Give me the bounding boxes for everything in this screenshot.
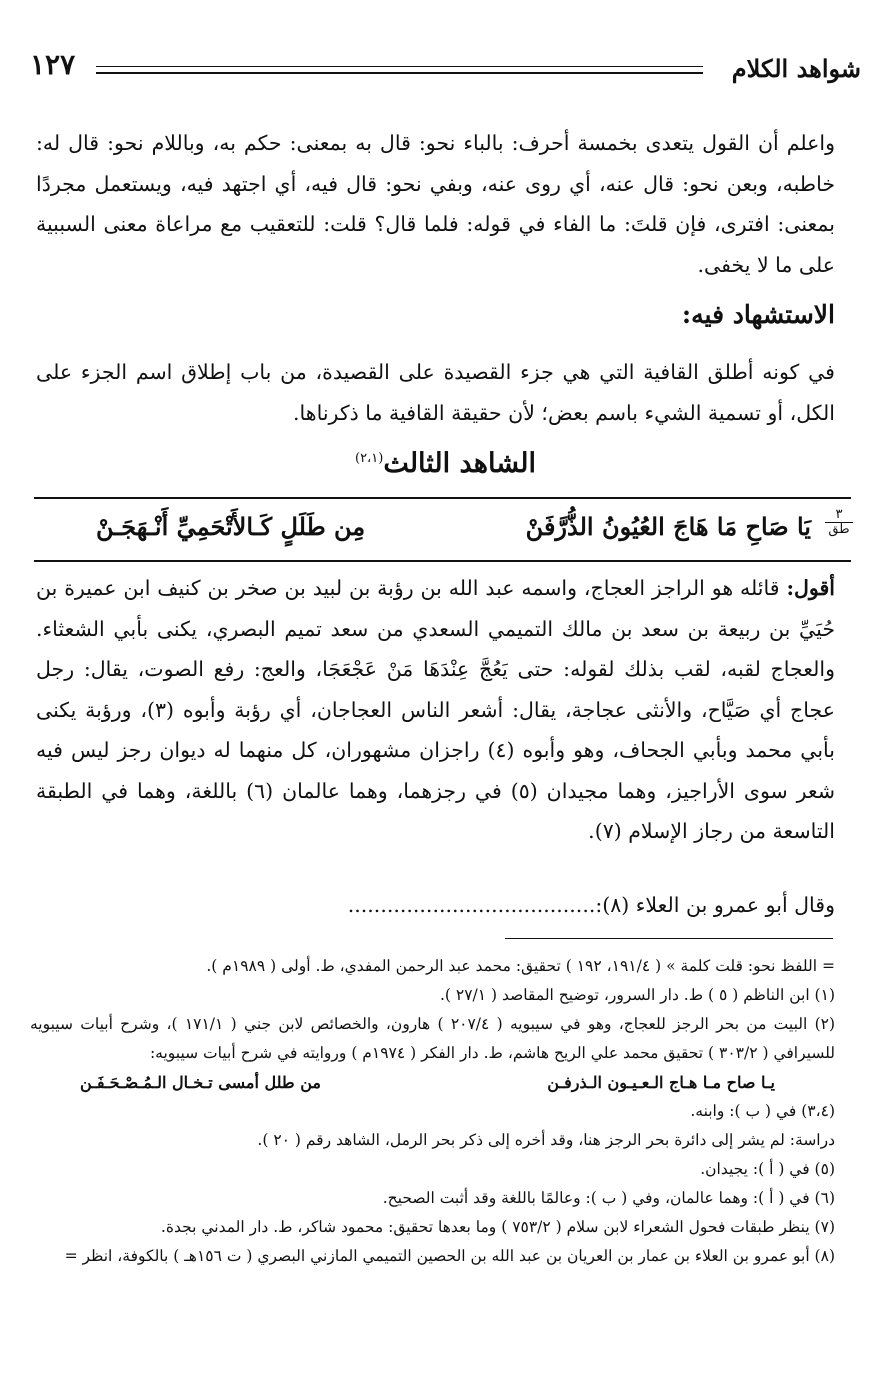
footnote-separator bbox=[505, 938, 833, 939]
footnote-verse-first: يـا صاح مـا هـاج الـعـيـون الـذرفـن bbox=[547, 1073, 775, 1092]
footnote-study: دراسة: لم يشر إلى دائرة بحر الرجز هنا، وقد أخره إلى ذكر بحر الرمل، الشاهد رقم ( ٢٠ ). bbox=[257, 1131, 835, 1149]
verse-meter-label: طق bbox=[828, 522, 850, 537]
footnote-6: (٦) في ( أ ): وهما عالمان، وفي ( ب ): وعالمًا باللغة وقد أثبت الصحيح. bbox=[382, 1189, 835, 1207]
running-title: شواهد الكلام bbox=[731, 54, 861, 83]
paragraph-istishhad: في كونه أطلق القافية التي هي جزء القصيدة على القصيدة، من باب إطلاق اسم الجزء على الكل، أو تسمية الشيء باسم بعض؛ لأن حقيقة القافية ما ذكرناها. bbox=[36, 360, 835, 425]
footnote-2: (٢) البيت من بحر الرجز للعجاج، وهو في سيبويه ( ٢٠٧/٤ ) هارون، والخصائص لابن جني ( ١٧١/١ )، وشرح أبيات سيبويه للسيرافي ( ٣٠٣/٢ ) تحقيق محمد علي الريح هاشم، ط. دار الفكر ( ١٩٧٤م ) وروايته في شرح أبيات سيبويه: bbox=[30, 1015, 836, 1062]
paragraph-aqul bbox=[36, 568, 835, 852]
verse-top-rule bbox=[34, 497, 851, 499]
footnote-3-4: (٣،٤) في ( ب ): وابنه. bbox=[690, 1102, 835, 1120]
header-rule bbox=[96, 66, 703, 74]
paragraph-qawl: واعلم أن القول يتعدى بخمسة أحرف: بالباء نحو: قال به بمعنى: حكم به، وباللام نحو: قال له: خاطبه، وبعن نحو: قال عنه، أي روى عنه، وبفي نحو: قال فيه، أي اجتهد فيه، ويستعمل مجردًا بمعنى: افترى، فإن قلتَ: ما الفاء في قوله: فلما قال؟ قلت: للتعقيب مع مراعاة معنى السببية على ما لا يخفى. bbox=[36, 131, 835, 277]
shahid-title-footnote-ref: (٢،١) bbox=[354, 451, 384, 466]
footnote-7: (٧) ينظر طبقات فحول الشعراء لابن سلام ( ٧٥٣/٢ ) وما بعدها تحقيق: محمود شاكر، ط. دار المدني بجدة. bbox=[160, 1218, 835, 1236]
verse-number bbox=[825, 508, 853, 537]
aqul-lead: أقول: bbox=[786, 576, 835, 600]
footnote-1: (١) ابن الناظم ( ٥ ) ط. دار السرور، توضيح المقاصد ( ٢٧/١ ). bbox=[439, 986, 835, 1004]
footnote-5: (٥) في ( أ ): يجيدان. bbox=[700, 1160, 835, 1178]
footnote-8: (٨) أبو عمرو بن العلاء بن عمار بن العريان بن عبد الله بن الحصين التميمي المازني البصري ( ت ١٥٦هـ ) بالكوفة، انظر = bbox=[64, 1247, 835, 1265]
paragraph-abu-amr: وقال أبو عمرو بن العلاء (٨):...................................... bbox=[347, 893, 835, 917]
footnote-verse-second: من طلل أمسى تـخـال الـمُـصْـحَـفَـن bbox=[80, 1073, 321, 1092]
footnote-2-verse bbox=[30, 1068, 835, 1097]
verse-number-digit: ٣ bbox=[825, 508, 853, 523]
shahid-title-text: الشاهد الثالث bbox=[383, 448, 537, 479]
footnotes bbox=[30, 952, 835, 1271]
verse-second-hemistich: مِن طَلَلٍ كَـالأَتْحَمِيِّ أَنْـهَجَـنْ bbox=[96, 512, 366, 541]
page-number: ١٢٧ bbox=[30, 48, 76, 81]
section-title-shahid-3 bbox=[0, 448, 891, 479]
footnote-continued: = اللفظ نحو: قلت كلمة » ( ١٩١/٤، ١٩٢ ) تحقيق: محمد عبد الرحمن المفدي، ط. أولى ( ١٩٨٩م ). bbox=[206, 957, 835, 975]
verse-bottom-rule bbox=[34, 560, 851, 562]
aqul-text: قائله هو الراجز العجاج، واسمه عبد الله بن رؤبة بن لبيد بن صخر بن كنيف ابن عميرة بن حُيَيِّ بن ربيعة بن سعد بن مالك التميمي السعدي من سعد تميم البصري، يكنى بأبي الشعثاء. والعجاج لقبه، لقب بذلك لقوله: حتى يَعُجَّ عِنْدَهَا مَنْ عَجْعَجَا، والعج: رفع الصوت، يقال: رجل عجاج أي صَيَّاح، والأنثى عجاجة، يقال: أشعر الناس العجاجان، أي رؤبة وأبوه (٣)، ورؤبة يكنى بأبي محمد وبأبي الجحاف، وهو وأبوه (٤) راجزان مشهوران، كل منهما له ديوان رجز ليس فيه شعر سوى الأراجيز، وهما مجيدان (٥) في رجزهما، وهما عالمان (٦) باللغة، وهما في الطبقة التاسعة من رجاز الإسلام (٧). bbox=[36, 576, 836, 843]
verse-first-hemistich: يَا صَاحِ مَا هَاجَ العُيُونُ الذُّرَّفَنْ bbox=[525, 512, 811, 541]
section-heading-istishhad: الاستشهاد فيه: bbox=[681, 300, 835, 329]
page-header bbox=[30, 48, 861, 88]
